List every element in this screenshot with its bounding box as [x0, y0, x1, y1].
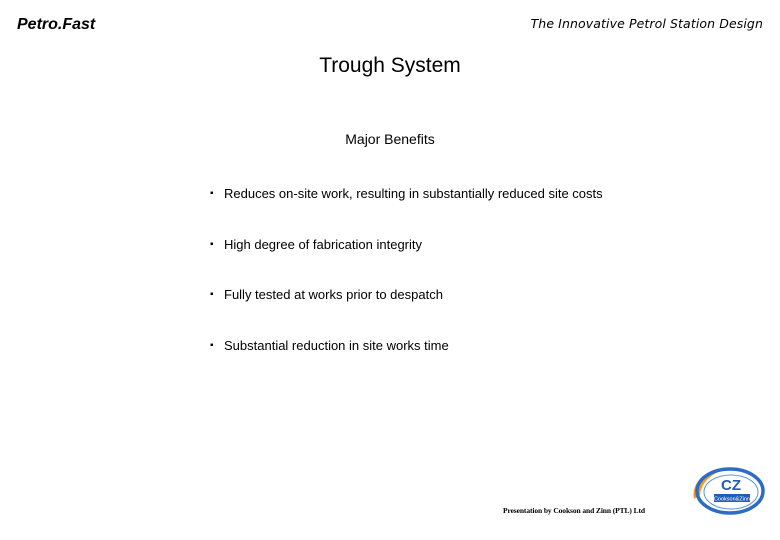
cookson-zinn-logo — [686, 463, 770, 519]
slide-subtitle: Major Benefits — [345, 131, 435, 147]
slide-title: Trough System — [319, 54, 461, 77]
benefit-text: Fully tested at works prior to despatch — [224, 287, 443, 302]
bullet-icon: ▪ — [210, 238, 214, 250]
benefit-item — [210, 186, 603, 237]
bullet-icon: ▪ — [210, 188, 214, 199]
benefits-list — [210, 186, 603, 388]
benefit-text: High degree of fabrication integrity — [224, 236, 423, 252]
benefit-item — [210, 287, 603, 338]
tagline: The Innovative Petrol Station Design — [530, 16, 763, 31]
logo-monogram: CZ — [721, 477, 741, 494]
benefit-item — [210, 237, 603, 288]
presentation-credit: Presentation by Cookson and Zinn (PTL) Ltd — [503, 506, 645, 515]
bullet-icon: ▪ — [210, 339, 214, 351]
logo-wordmark: Cookson&Zinn — [713, 496, 751, 503]
benefit-text: Reduces on-site work, resulting in substantially reduced site costs — [224, 186, 603, 201]
bullet-icon: ▪ — [210, 289, 214, 300]
brand-name: Petro.Fast — [17, 16, 96, 33]
benefit-item — [210, 338, 603, 389]
benefit-text: Substantial reduction in site works time — [224, 337, 449, 353]
